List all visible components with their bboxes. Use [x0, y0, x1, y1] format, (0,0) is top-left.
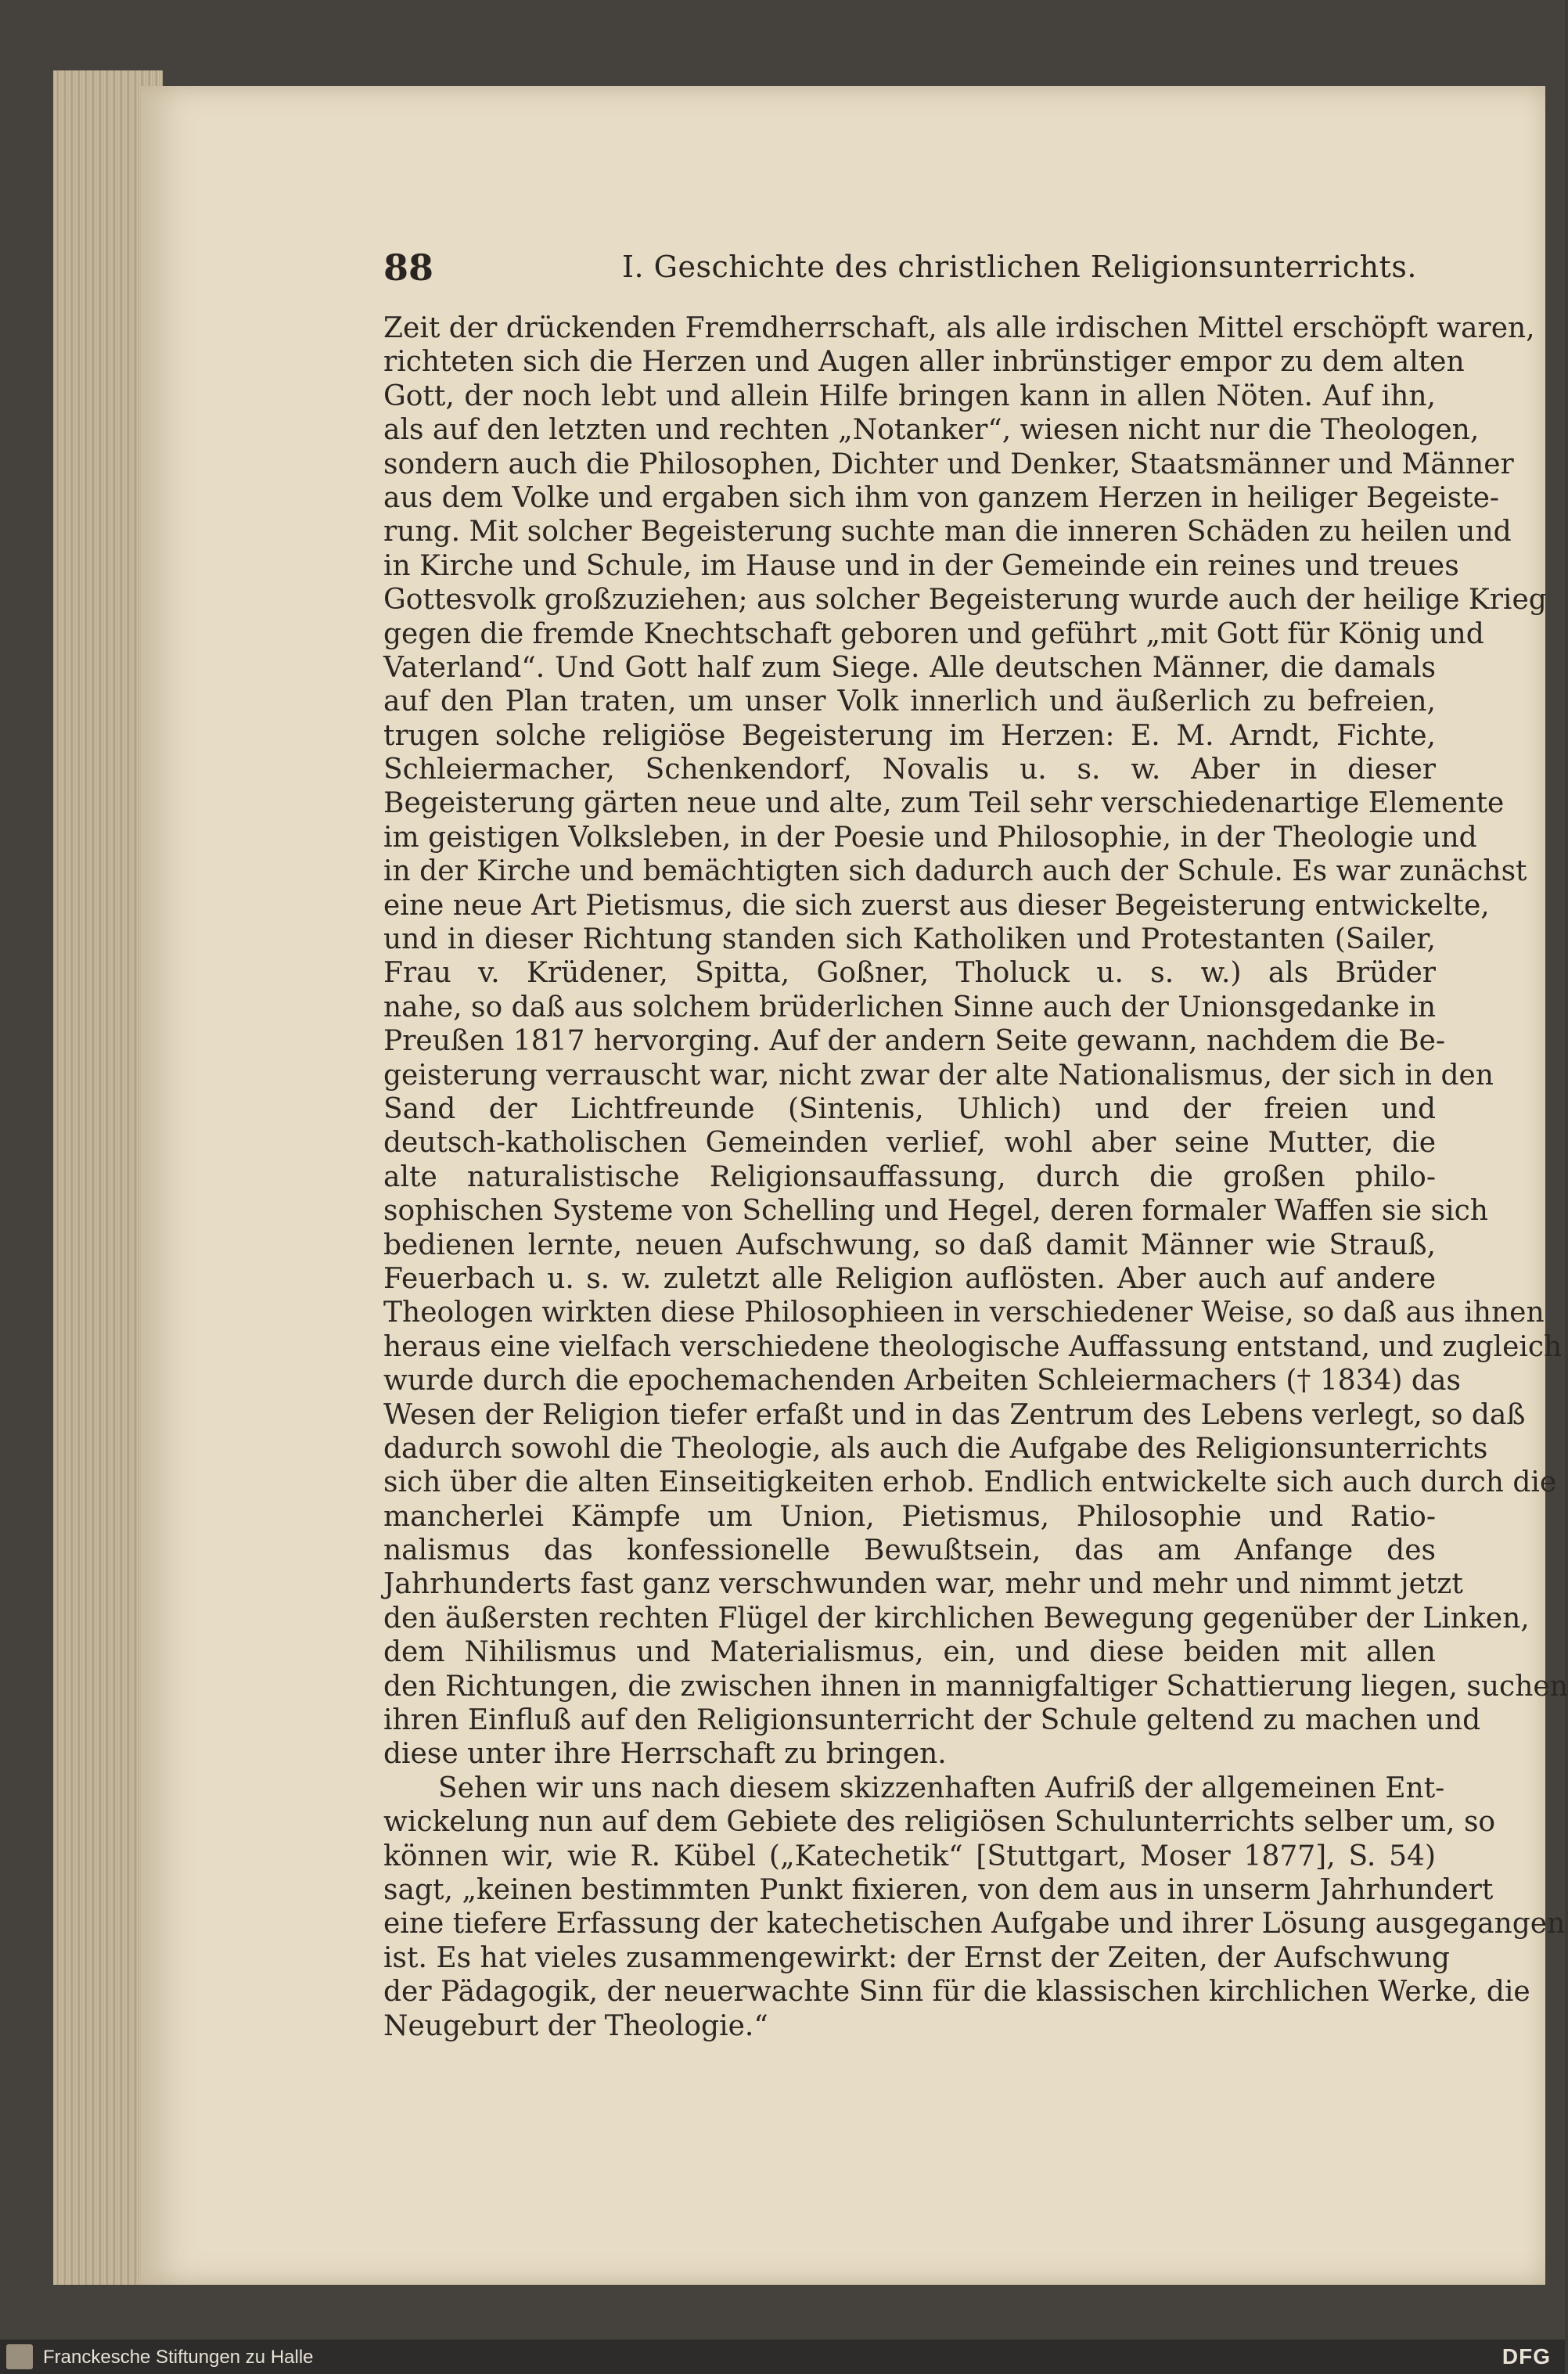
text-line: sagt, „keinen bestimmten Punkt fixieren, von dem aus in unserm Jahrhundert [383, 1873, 1494, 1906]
running-head: I. Geschichte des christlichen Religionsunterrichts. [622, 250, 1417, 284]
text-line: Gott, der noch lebt und allein Hilfe bringen kann in allen Nöten. Auf ihn, [383, 379, 1436, 412]
text-line: diese unter ihre Herrschaft zu bringen. [383, 1738, 947, 1771]
text-line: Sand der Lichtfreunde (Sintenis, Uhlich) und der freien und [383, 1092, 1436, 1125]
institution-logo-icon [6, 2344, 33, 2369]
text-line: heraus eine vielfach verschiedene theologische Auffassung entstand, und zugleich [383, 1330, 1563, 1363]
text-line: ist. Es hat vieles zusammengewirkt: der Ernst der Zeiten, der Aufschwung [383, 1941, 1450, 1974]
text-line: im geistigen Volksleben, in der Poesie und Philosophie, in der Theologie und [383, 821, 1477, 854]
text-line: Begeisterung gärten neue und alte, zum Teil sehr verschiedenartige Elemente [383, 787, 1505, 820]
text-line: Preußen 1817 hervorging. Auf der andern Seite gewann, nachdem die Be- [383, 1025, 1446, 1058]
text-line: nahe, so daß aus solchem brüderlichen Sinne auch der Unionsgedanke in [383, 991, 1436, 1023]
text-line: Zeit der drückenden Fremdherrschaft, als alle irdischen Mittel erschöpft waren, [383, 312, 1535, 344]
text-line: alte naturalistische Religionsauffassung, durch die großen philo- [383, 1160, 1436, 1193]
text-line: Schleiermacher, Schenkendorf, Novalis u. s. w. Aber in dieser [383, 754, 1436, 786]
text-line: nalismus das konfessionelle Bewußtsein, das am Anfange des [383, 1534, 1436, 1567]
text-line: sich über die alten Einseitigkeiten erhob. Endlich entwickelte sich auch durch die [383, 1466, 1557, 1499]
text-line: auf den Plan traten, um unser Volk innerlich und äußerlich zu befreien, [383, 685, 1436, 718]
text-line: trugen solche religiöse Begeisterung im Herzen: E. M. Arndt, Fichte, [383, 719, 1436, 752]
text-line: Theologen wirkten diese Philosophieen in verschiedener Weise, so daß aus ihnen [383, 1297, 1545, 1329]
text-line: Neugeburt der Theologie.“ [383, 2009, 768, 2042]
text-line: geisterung verrauscht war, nicht zwar der alte Nationalismus, der sich in den [383, 1059, 1494, 1092]
text-line: als auf den letzten und rechten „Notanker“, wiesen nicht nur die Theologen, [383, 414, 1480, 447]
footer-bar [0, 2340, 1565, 2374]
text-line: wurde durch die epochemachenden Arbeiten Schleiermachers († 1834) das [383, 1365, 1461, 1397]
text-line: Sehen wir uns nach diesem skizzenhaften Aufriß der allgemeinen Ent- [438, 1772, 1445, 1804]
text-line: Jahrhunderts fast ganz verschwunden war, mehr und mehr und nimmt jetzt [383, 1568, 1463, 1601]
text-line: Frau v. Krüdener, Spitta, Goßner, Tholuck u. s. w.) als Brüder [383, 957, 1436, 990]
text-line: dadurch sowohl die Theologie, als auch die Aufgabe des Religionsunterrichts [383, 1432, 1488, 1465]
text-line: bedienen lernte, neuen Aufschwung, so daß damit Männer wie Strauß, [383, 1228, 1436, 1261]
text-line: und in dieser Richtung standen sich Katholiken und Protestanten (Sailer, [383, 923, 1436, 956]
text-line: deutsch-katholischen Gemeinden verlief, wohl aber seine Mutter, die [383, 1127, 1436, 1160]
text-line: Feuerbach u. s. w. zuletzt alle Religion auflösten. Aber auch auf andere [383, 1262, 1436, 1295]
footer-brand-logo: DFG [1501, 2344, 1551, 2369]
page-header [383, 246, 1440, 293]
text-line: den Richtungen, die zwischen ihnen in mannigfaltiger Schattierung liegen, suchen [383, 1670, 1568, 1703]
text-line: Wesen der Religion tiefer erfaßt und in das Zentrum des Lebens verlegt, so daß [383, 1398, 1526, 1431]
text-line: dem Nihilismus und Materialismus, ein, und diese beiden mit allen [383, 1636, 1436, 1669]
text-line: richteten sich die Herzen und Augen aller inbrünstiger empor zu dem alten [383, 346, 1465, 379]
text-line: rung. Mit solcher Begeisterung suchte man die inneren Schäden zu heilen und [383, 516, 1512, 549]
text-line: in Kirche und Schule, im Hause und in der Gemeinde ein reines und treues [383, 549, 1459, 582]
body-text [383, 311, 1568, 2056]
text-line: wickelung nun auf dem Gebiete des religiösen Schulunterrichts selber um, so [383, 1806, 1496, 1839]
text-line: mancherlei Kämpfe um Union, Pietismus, Philosophie und Ratio- [383, 1500, 1436, 1533]
text-line: eine tiefere Erfassung der katechetischen Aufgabe und ihrer Lösung ausgegangen [383, 1908, 1566, 1941]
text-line: gegen die fremde Knechtschaft geboren und geführt „mit Gott für König und [383, 617, 1484, 650]
text-line: eine neue Art Pietismus, die sich zuerst aus dieser Begeisterung entwickelte, [383, 889, 1490, 922]
text-line: ihren Einfluß auf den Religionsunterricht der Schule geltend zu machen und [383, 1704, 1481, 1737]
text-line: Vaterland“. Und Gott half zum Siege. Alle deutschen Männer, die damals [383, 651, 1436, 684]
text-line: den äußersten rechten Flügel der kirchlichen Bewegung gegenüber der Linken, [383, 1602, 1530, 1635]
text-line: der Pädagogik, der neuerwachte Sinn für die klassischen kirchlichen Werke, die [383, 1976, 1530, 2009]
text-line: sondern auch die Philosophen, Dichter und Denker, Staatsmänner und Männer [383, 448, 1514, 480]
text-line: Gottesvolk großzuziehen; aus solcher Begeisterung wurde auch der heilige Krieg [383, 584, 1547, 617]
footer-institution: Franckesche Stiftungen zu Halle [43, 2347, 314, 2368]
page-number: 88 [383, 246, 434, 289]
text-line: können wir, wie R. Kübel („Katechetik“ [Stuttgart, Moser 1877], S. 54) [383, 1840, 1436, 1872]
text-line: sophischen Systeme von Schelling und Hegel, deren formaler Waffen sie sich [383, 1195, 1488, 1228]
text-line: aus dem Volke und ergaben sich ihm von ganzem Herzen in heiliger Begeiste- [383, 481, 1500, 514]
text-line: in der Kirche und bemächtigten sich dadurch auch der Schule. Es war zunächst [383, 855, 1527, 888]
